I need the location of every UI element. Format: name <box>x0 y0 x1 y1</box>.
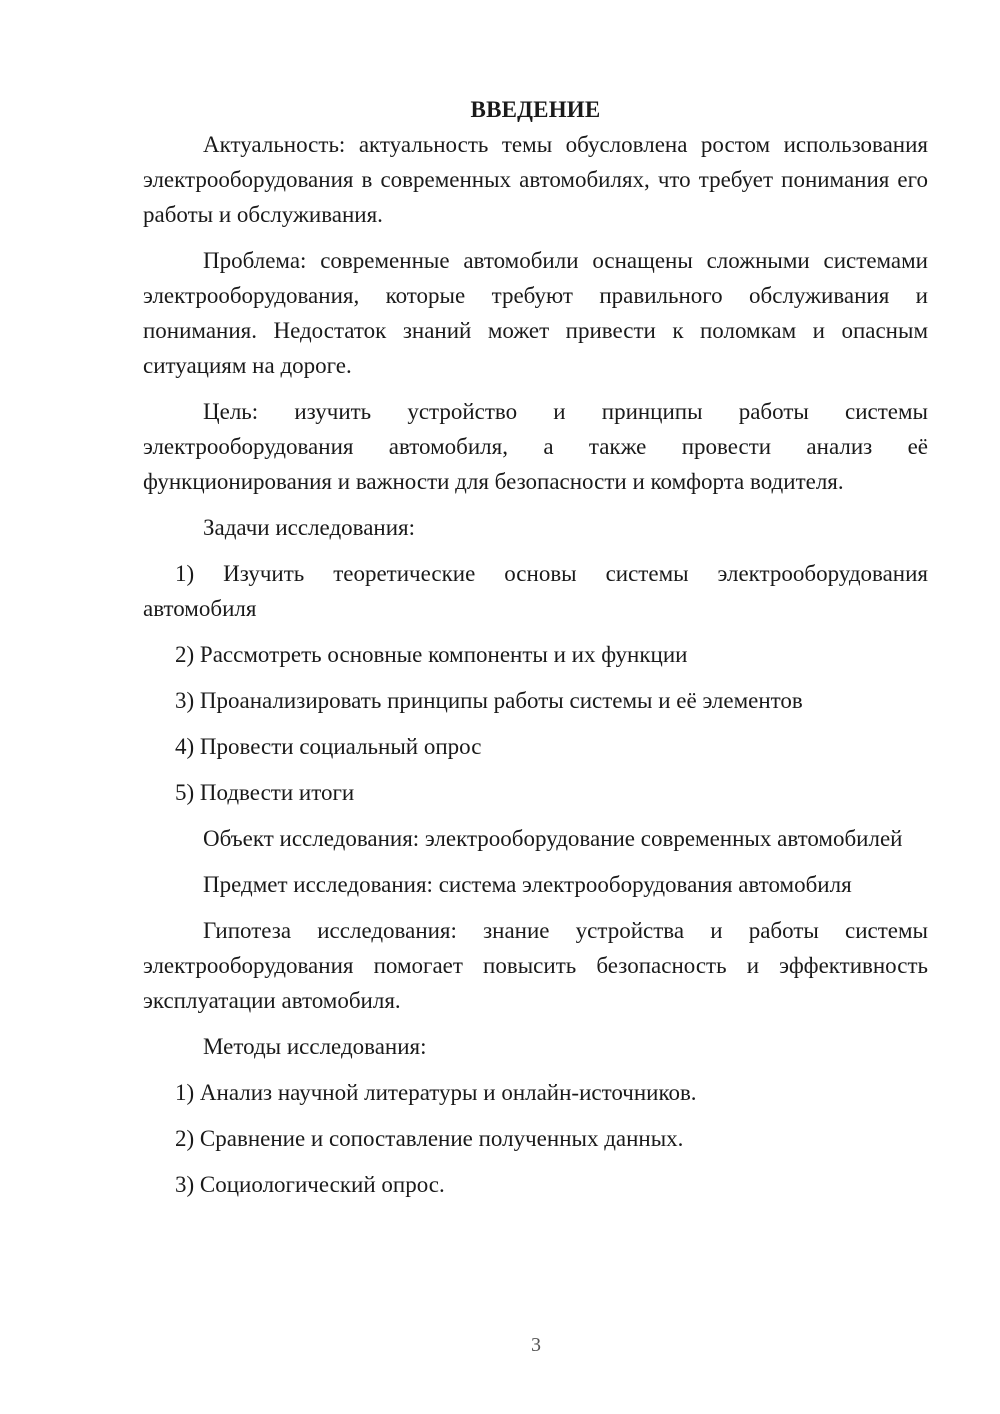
task-item-5: 5) Подвести итоги <box>175 780 355 805</box>
relevance-paragraph: Актуальность: актуальность темы обусловлена ростом использования электрооборудования в современных автомобилях, что требует понимания его работы и обслуживания. <box>143 132 928 227</box>
method-item-1: 1) Анализ научной литературы и онлайн-источников. <box>175 1080 697 1105</box>
problem-paragraph: Проблема: современные автомобили оснащены сложными системами электрооборудования, которые требуют правильного обслуживания и понимания. Недостаток знаний может привести к поломкам и опасным ситуациям на дороге. <box>143 248 928 378</box>
task-item-1: 1) Изучить теоретические основы системы электрооборудования автомобиля <box>143 561 928 621</box>
method-item-3: 3) Социологический опрос. <box>175 1172 445 1197</box>
page-number: 3 <box>531 1334 541 1356</box>
document-title: ВВЕДЕНИЕ <box>470 97 601 122</box>
task-item-3: 3) Проанализировать принципы работы системы и её элементов <box>175 688 803 713</box>
method-item-2: 2) Сравнение и сопоставление полученных данных. <box>175 1126 684 1151</box>
tasks-heading: Задачи исследования: <box>203 515 416 540</box>
methods-heading: Методы исследования: <box>203 1034 427 1059</box>
task-item-2: 2) Рассмотреть основные компоненты и их функции <box>175 642 688 667</box>
goal-paragraph: Цель: изучить устройство и принципы работы системы электрооборудования автомобиля, а также провести анализ её функционирования и важности для безопасности и комфорта водителя. <box>143 399 928 494</box>
hypothesis-paragraph: Гипотеза исследования: знание устройства и работы системы электрооборудования помогает повысить безопасность и эффективность эксплуатации автомобиля. <box>143 918 928 1013</box>
document-page <box>143 92 928 1213</box>
subject-paragraph: Предмет исследования: система электрооборудования автомобиля <box>203 872 852 897</box>
object-paragraph: Объект исследования: электрооборудование современных автомобилей <box>203 826 903 851</box>
task-item-4: 4) Провести социальный опрос <box>175 734 482 759</box>
